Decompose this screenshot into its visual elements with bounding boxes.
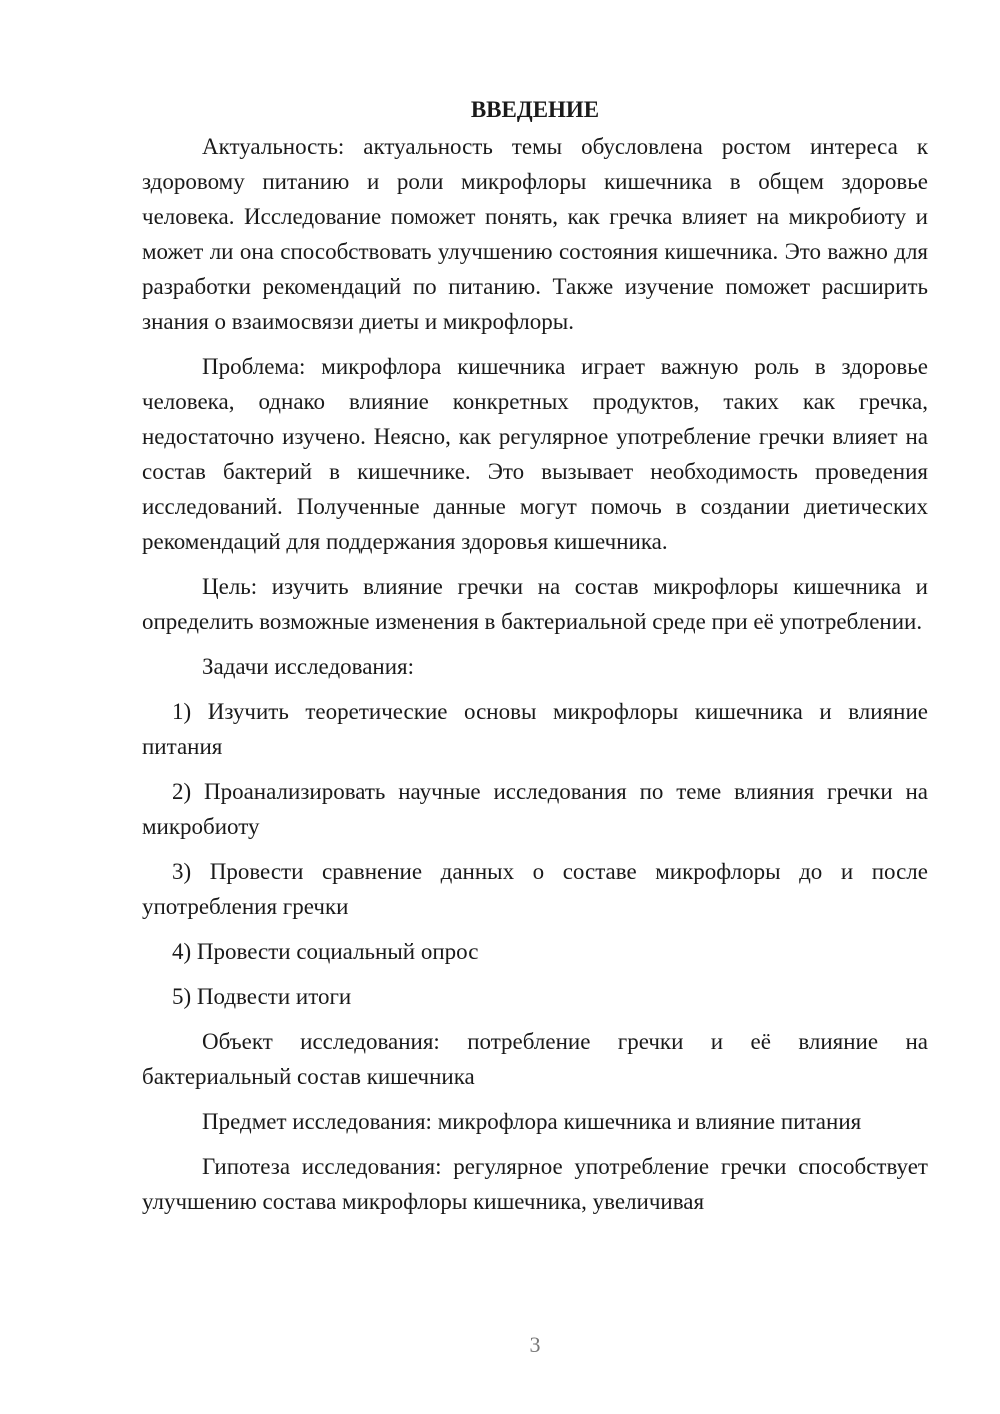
goal-paragraph: Цель: изучить влияние гречки на состав микрофлоры кишечника и определить возможные изменения в бактериальной среде при её употреблении.	[142, 574, 928, 634]
task-item: 5) Подвести итоги	[172, 984, 352, 1009]
relevance-paragraph: Актуальность: актуальность темы обусловлена ростом интереса к здоровому питанию и роли микрофлоры кишечника в общем здоровье человека. Исследование поможет понять, как гречка влияет на микробиоту и может ли она способствовать улучшению состояния кишечника. Это важно для разработки рекомендаций по питанию. Также изучение поможет расширить знания о взаимосвязи диеты и микрофлоры.	[142, 134, 928, 334]
task-item: 1) Изучить теоретические основы микрофлоры кишечника и влияние питания	[142, 699, 928, 759]
task-item: 3) Провести сравнение данных о составе микрофлоры до и после употребления гречки	[142, 859, 928, 919]
problem-paragraph: Проблема: микрофлора кишечника играет важную роль в здоровье человека, однако влияние конкретных продуктов, таких как гречка, недостаточно изучено. Неясно, как регулярное употребление гречки влияет на состав бактерий в кишечнике. Это вызывает необходимость проведения исследований. Полученные данные могут помочь в создании диетических рекомендаций для поддержания здоровья кишечника.	[142, 354, 928, 554]
page-number: 3	[529, 1332, 541, 1357]
task-item: 2) Проанализировать научные исследования по теме влияния гречки на микробиоту	[142, 779, 928, 839]
task-item: 4) Провести социальный опрос	[172, 939, 479, 964]
tasks-heading: Задачи исследования:	[202, 654, 415, 679]
page-title: ВВЕДЕНИЕ	[470, 97, 600, 122]
hypothesis-paragraph: Гипотеза исследования: регулярное употребление гречки способствует улучшению состава микрофлоры кишечника, увеличивая	[142, 1154, 928, 1214]
object-paragraph: Объект исследования: потребление гречки и её влияние на бактериальный состав кишечника	[142, 1029, 928, 1089]
document-page	[142, 92, 928, 1229]
subject-paragraph: Предмет исследования: микрофлора кишечника и влияние питания	[202, 1109, 862, 1134]
